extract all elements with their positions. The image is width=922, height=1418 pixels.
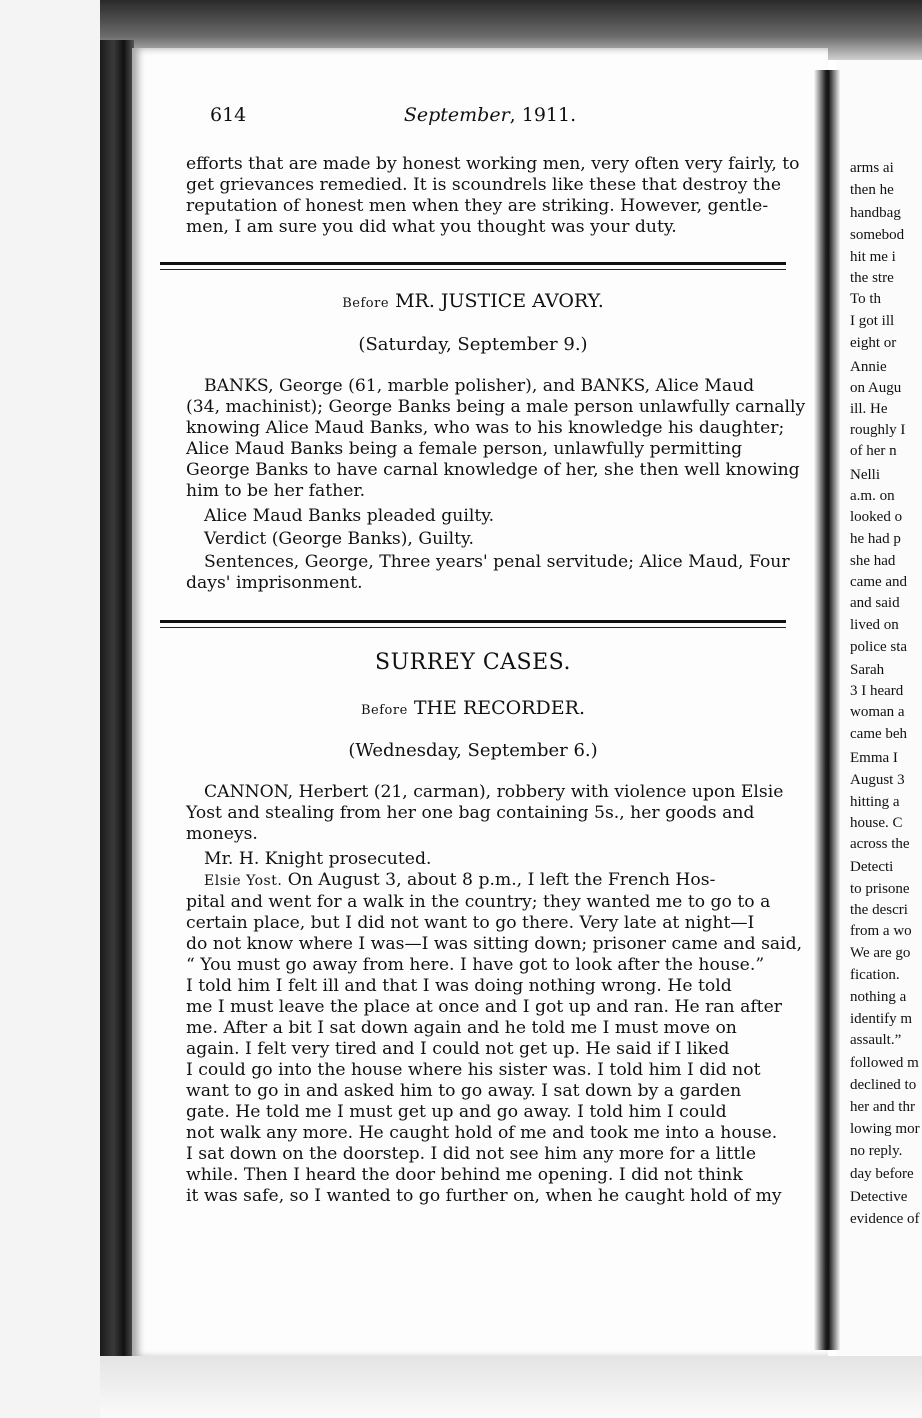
right-page-line: he had p [850, 531, 901, 547]
testimony-first-line [186, 870, 786, 892]
right-page-line: she had [850, 553, 896, 569]
right-page-line: the stre [850, 270, 894, 286]
intro-line: reputation of honest men when they are striking. However, gentle- [186, 196, 769, 216]
right-page-line: Annie [850, 359, 887, 375]
prosecutor-line: Mr. H. Knight prosecuted. [204, 849, 432, 869]
right-page-line: followed m [850, 1055, 919, 1071]
testimony-line: do not know where I was—I was sitting down; prisoner came and said, [186, 934, 803, 954]
testimony-line: pital and went for a walk in the country; they wanted me to go to a [186, 892, 771, 912]
right-page-line: to prisone [850, 881, 910, 897]
testimony-line: not walk any more. He caught hold of me and took me into a house. [186, 1123, 778, 1143]
testimony-line: certain place, but I did not want to go there. Very late at night—I [186, 913, 755, 933]
right-page-line: hitting a [850, 794, 900, 810]
right-page-line: police sta [850, 639, 908, 655]
right-page-line: Detective [850, 1189, 908, 1205]
judge-name: MR. JUSTICE AVORY. [395, 290, 604, 312]
section-divider-thick [160, 620, 786, 623]
right-page-line: We are go [850, 945, 911, 961]
right-page-line: arms ai [850, 160, 894, 176]
section2-date: (Wednesday, September 6.) [348, 740, 598, 761]
right-page-line: came and [850, 574, 908, 590]
right-page-line: the descri [850, 902, 908, 918]
scan-left-margin [0, 0, 100, 1418]
sentence-line: Sentences, George, Three years' penal servitude; Alice Maud, Four [204, 552, 790, 572]
right-page-line: 3 I heard [850, 683, 904, 699]
case-line: Yost and stealing from her one bag containing 5s., her goods and [186, 803, 755, 823]
right-page-line: her and thr [850, 1099, 915, 1115]
book-spine [100, 40, 134, 1360]
right-page-line: I got ill [850, 313, 895, 329]
case-line: BANKS, George (61, marble polisher), and BANKS, Alice Maud [204, 376, 755, 396]
right-page-line: no reply. [850, 1143, 903, 1159]
testimony-line: again. I felt very tired and I could not get up. He said if I liked [186, 1039, 730, 1059]
section1-case [186, 376, 806, 594]
intro-paragraph [186, 154, 800, 238]
right-page-line: across the [850, 836, 910, 852]
testimony-text: On August 3, about 8 p.m., I left the French Hos- [287, 870, 716, 890]
case-line: him to be her father. [186, 481, 366, 501]
right-page-line: August 3 [850, 772, 905, 788]
judge-name: THE RECORDER. [413, 697, 586, 719]
before-label: Before [360, 703, 408, 718]
book-gutter [814, 70, 840, 1350]
before-label: Before [342, 296, 390, 311]
right-page-line: assault.” [850, 1032, 902, 1048]
right-page-line: Sarah [850, 662, 885, 678]
right-page-line: a.m. on [850, 488, 895, 504]
right-page-line: nothing a [850, 989, 907, 1005]
testimony-line: me I must leave the place at once and I got up and ran. He ran after [186, 997, 782, 1017]
running-head-month: September [403, 104, 510, 126]
case-line: knowing Alice Maud Banks, who was to his knowledge his daughter; [186, 418, 785, 438]
case-line: (34, machinist); George Banks being a male person unlawfully carnally [186, 397, 806, 417]
testimony-line: I sat down on the doorstep. I did not see him any more for a little [186, 1144, 757, 1164]
testimony-line: while. Then I heard the door behind me opening. I did not think [186, 1165, 743, 1185]
testimony-line: gate. He told me I must get up and go away. I told him I could [186, 1102, 727, 1122]
page-number: 614 [210, 104, 247, 126]
intro-line: men, I am sure you did what you thought was your duty. [186, 217, 677, 237]
testimony-line: it was safe, so I wanted to go further on, when he caught hold of my [186, 1186, 782, 1206]
section-divider-thin [160, 269, 786, 270]
right-page-line: Emma I [850, 750, 898, 766]
right-page-line: hit me i [850, 249, 896, 265]
intro-line: efforts that are made by honest working men, very often very fairly, to [186, 154, 800, 174]
section2-title: SURREY CASES. [375, 650, 571, 675]
sentence-line: days' imprisonment. [186, 573, 363, 593]
section2-case [186, 782, 803, 1207]
testimony-line: I could go into the house where his sister was. I told him I did not [186, 1060, 761, 1080]
right-page-line: came beh [850, 726, 908, 742]
right-page-line: declined to [850, 1077, 917, 1093]
right-page-line: lived on [850, 617, 899, 633]
testimony-line: me. After a bit I sat down again and he told me I must move on [186, 1018, 737, 1038]
right-page-line: of her n [850, 443, 897, 459]
right-page-line: from a wo [850, 923, 912, 939]
section1-date: (Saturday, September 9.) [358, 334, 588, 355]
right-page-line: day before [850, 1166, 914, 1182]
intro-line: get grievances remedied. It is scoundrels like these that destroy the [186, 175, 782, 195]
right-page-line: evidence of [850, 1211, 920, 1227]
testimony-line: want to go in and asked him to go away. I sat down by a garden [186, 1081, 742, 1101]
case-line: moneys. [186, 824, 258, 844]
right-page-line: Nelli [850, 467, 880, 483]
right-page-line: woman a [850, 704, 905, 720]
right-page-line: roughly I [850, 422, 906, 438]
section2-judge-heading [160, 697, 786, 719]
testimony-line: I told him I felt ill and that I was doing nothing wrong. He told [186, 976, 732, 996]
right-page-line: handbag [850, 205, 901, 221]
right-page-line: lowing mor [850, 1121, 920, 1137]
testimony-line: “ You must go away from here. I have got to look after the house.” [186, 955, 765, 975]
right-page-line: house. C [850, 815, 903, 831]
page-header [210, 104, 770, 134]
section1-judge-heading [160, 290, 786, 312]
running-head [210, 104, 770, 126]
right-page-line: and said [850, 595, 900, 611]
scan-bottom-edge [100, 1356, 922, 1418]
verdict-line: Verdict (George Banks), Guilty. [204, 529, 474, 549]
section-divider-thin [160, 627, 786, 628]
right-page-line: identify m [850, 1011, 913, 1027]
case-line: George Banks to have carnal knowledge of her, she then well knowing [186, 460, 800, 480]
right-page-line: To th [850, 291, 882, 307]
right-page-line: Detecti [850, 859, 894, 875]
right-page-line: on Augu [850, 380, 902, 396]
case-line: CANNON, Herbert (21, carman), robbery with violence upon Elsie [204, 782, 784, 802]
right-page-line: fication. [850, 967, 900, 983]
section-divider-thick [160, 262, 786, 265]
running-head-year: , 1911. [509, 104, 577, 126]
right-page-line: looked o [850, 509, 903, 525]
witness-name: Elsie Yost. [204, 873, 283, 889]
case-line: Alice Maud Banks being a female person, unlawfully permitting [186, 439, 743, 459]
plea-line: Alice Maud Banks pleaded guilty. [204, 506, 495, 526]
right-page-line: somebod [850, 227, 905, 243]
right-page-line: eight or [850, 335, 897, 351]
right-page-line: ill. He [850, 401, 888, 417]
right-page-line: then he [850, 182, 894, 198]
